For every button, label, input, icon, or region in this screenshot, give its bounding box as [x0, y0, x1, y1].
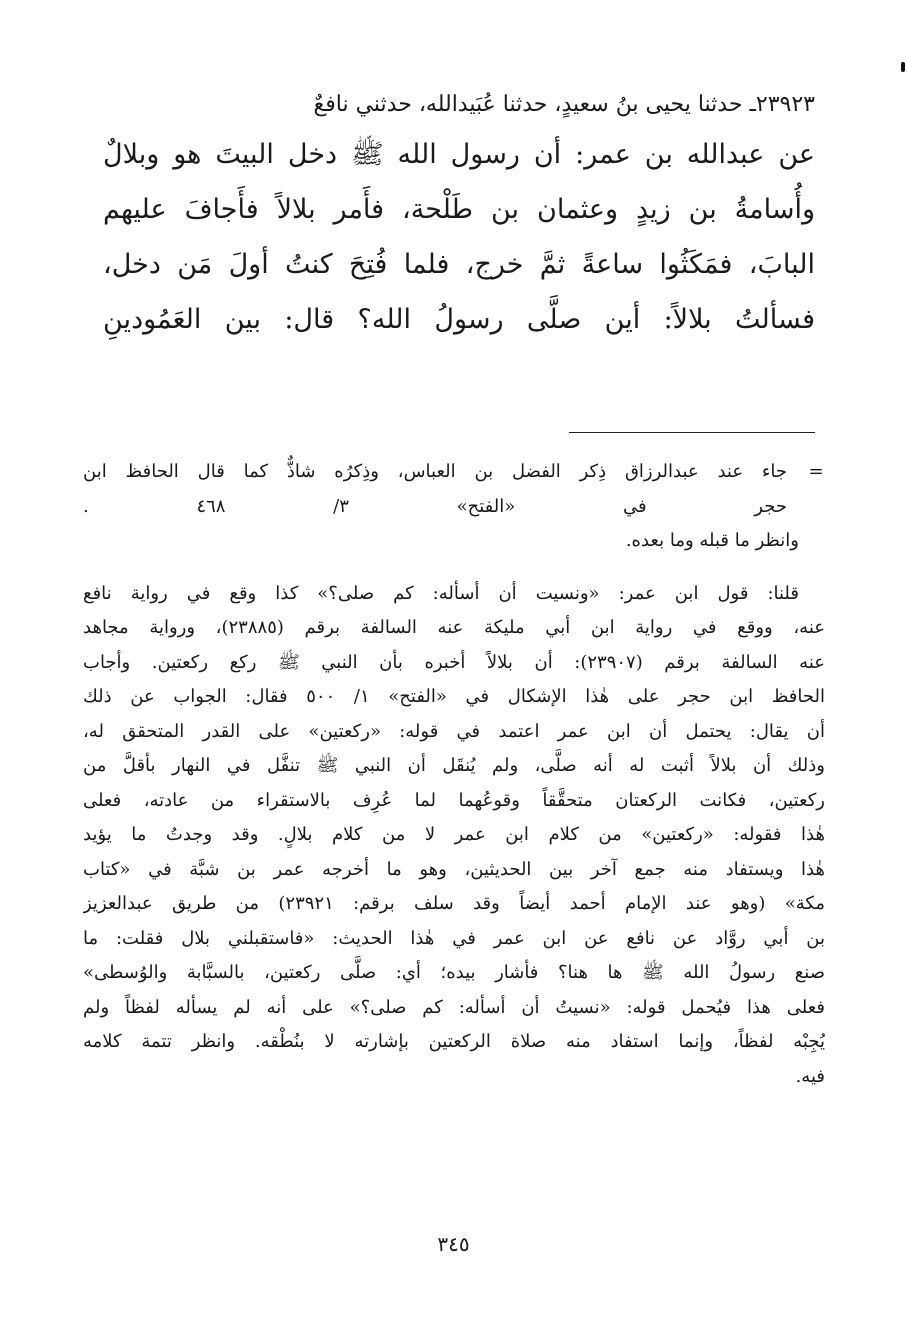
footnote-line: عنه السالفة برقم (٢٣٩٠٧): أن بلالاً أخبره بأن النبي ﷺ ركع ركعتين. وأجاب	[83, 651, 825, 673]
hadith-line: وأُسامةُ بن زيدٍ وعثمان بن طَلْحة، فأَمر بلالاً فأَجافَ عليهم	[103, 194, 815, 225]
footnote-line: حجر في «الفتح» ٣/ ٤٦٨ .	[83, 495, 787, 517]
footnote-commentary	[83, 577, 825, 1095]
footnote-line: وانظر ما قبله وما بعده.	[625, 530, 799, 551]
hadith-line: البابَ، فمَكَثُوا ساعةً ثمَّ خرج، فلما فُتِحَ كنتُ أولَ مَن دخل،	[103, 249, 815, 280]
footnote-line: هٰذا ويستفاد منه جمع آخر بين الحديثين، وهو ما أخرجه عمر بن شبَّة في «كتاب	[83, 858, 825, 880]
footnote-line: عنه، ووقع في رواية ابن أبي مليكة عنه السالفة برقم (٢٣٨٨٥)، ورواية مجاهد	[83, 617, 825, 638]
continuation-marker: =	[808, 461, 824, 482]
footnote-line: مكة» (وهو عند الإمام أحمد أيضاً وقد سلف برقم: ٢٣٩٢١) من طريق عبدالعزيز	[83, 893, 825, 914]
hadith-text	[103, 82, 815, 347]
footnote-line: ركعتين، فكانت الركعتان متحقَّقاً وقوعُهما لما عُرِف بالاستقراء من عادته، فعلى	[83, 789, 825, 811]
footnotes	[83, 455, 825, 1094]
footnote-line: صنع رسولُ الله ﷺ ها هنا؟ فأشار بيده؛ أي: صلَّى ركعتين، بالسبَّابة والوُسطى»	[83, 962, 825, 983]
footnote-line: الحافظ ابن حجر على هٰذا الإشكال في «الفتح» ١/ ٥٠٠ فقال: الجواب عن ذلك	[83, 686, 825, 707]
footnote-line: جاء عند عبدالرزاق ذِكر الفضل بن العباس، وذِكرُه شاذٌّ كما قال الحافظ ابن	[83, 461, 787, 482]
footnote-line: فعلى هذا فيُحمل قوله: «نسيتُ أن أسأله: كم صلى؟» على أنه لم يسأله لفظاً ولم	[83, 996, 825, 1018]
hadith-line: عن عبدالله بن عمر: أن رسول الله ﷺ دخل البيتَ هو وبلالٌ	[103, 139, 815, 170]
edge-mark	[901, 62, 905, 72]
hadith-line: ٢٣٩٢٣ـ حدثنا يحيى بنُ سعيدٍ، حدثنا عُبَيدالله، حدثني نافعٌ	[313, 92, 815, 117]
footnote-continuation	[83, 455, 825, 524]
footnote-line: بن أبي روَّاد عن نافع عن ابن عمر في هٰذا الحديث: «فاستقبلني بلال فقلت: ما	[83, 927, 825, 949]
page-number: ٣٤٥	[437, 1232, 470, 1256]
footnote-line: يُجِبْه لفظاً، وإنما استفاد منه صلاة الركعتين بإشارته لا بنُطْقه. وانظر تتمة كلامه	[83, 1031, 825, 1052]
footnote-line: أن يقال: يحتمل أن ابن عمر اعتمد في قوله: «ركعتين» على القدر المتحقق له،	[83, 720, 825, 742]
hadith-line: فسألتُ بلالاً: أين صلَّى رسولُ الله؟ قال: بين العَمُودينِ	[103, 304, 815, 335]
footnote-line: وذلك أن بلالاً أثبت له أنه صلَّى، ولم يُنقَل أن النبي ﷺ تنفَّل في النهار بأقلَّ من	[83, 755, 825, 776]
footnote-line: قلنا: قول ابن عمر: «ونسيت أن أسأله: كم صلى؟» كذا وقع في رواية نافع	[83, 582, 799, 604]
footnote-line: هٰذا فقوله: «ركعتين» من كلام ابن عمر لا من كلام بلالٍ. وقد وجدتُ ما يؤيد	[83, 824, 825, 845]
footnote-line: فيه.	[795, 1065, 825, 1087]
footnote-separator	[569, 432, 815, 433]
